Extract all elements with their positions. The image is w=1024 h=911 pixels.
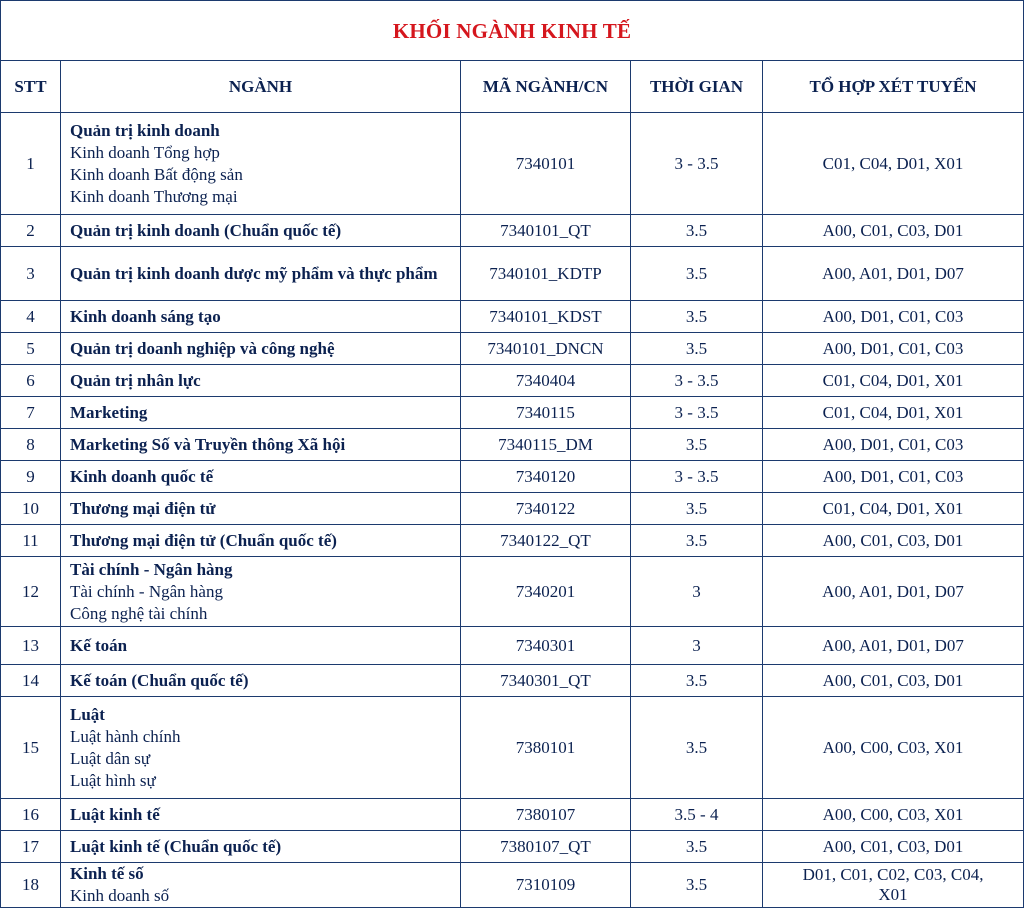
row-stt: 2 [1, 215, 61, 247]
row-major [61, 461, 461, 493]
combo-text: A00, A01, D01, D07 [822, 581, 964, 601]
row-combos [763, 397, 1024, 429]
table-row [1, 215, 1024, 247]
row-duration: 3 - 3.5 [631, 113, 763, 215]
table-row [1, 799, 1024, 831]
row-combos [763, 429, 1024, 461]
table-row [1, 697, 1024, 799]
row-major [61, 863, 461, 908]
combo-text: A00, C00, C03, X01 [822, 737, 964, 757]
row-major [61, 697, 461, 799]
row-code: 7340122 [461, 493, 631, 525]
row-code: 7310109 [461, 863, 631, 908]
major-name: Quản trị kinh doanh (Chuẩn quốc tế) [70, 220, 342, 240]
specialization-name: Luật hình sự [70, 770, 156, 790]
row-major [61, 493, 461, 525]
table-row [1, 301, 1024, 333]
row-major [61, 397, 461, 429]
row-combos [763, 301, 1024, 333]
specialization-name: Kinh doanh số [70, 886, 170, 905]
row-major [61, 799, 461, 831]
combo-text: A00, D01, C01, C03 [822, 338, 964, 358]
table-row [1, 113, 1024, 215]
combo-text: A00, A01, D01, D07 [822, 263, 964, 283]
row-stt: 8 [1, 429, 61, 461]
row-code: 7340301_QT [461, 665, 631, 697]
specialization-name: Kinh doanh Thương mại [70, 186, 238, 206]
table-row [1, 247, 1024, 301]
specialization-name: Công nghệ tài chính [70, 603, 208, 623]
table-row [1, 333, 1024, 365]
row-combos [763, 697, 1024, 799]
specialization-name: Kinh doanh Bất động sản [70, 164, 243, 184]
row-stt: 14 [1, 665, 61, 697]
row-combos [763, 525, 1024, 557]
row-combos [763, 627, 1024, 665]
row-code: 7340101_KDTP [461, 247, 631, 301]
specialization-name: Kinh doanh Tổng hợp [70, 142, 220, 162]
combo-text: A00, A01, D01, D07 [822, 635, 964, 655]
row-major [61, 429, 461, 461]
major-name: Thương mại điện tử (Chuẩn quốc tế) [70, 530, 337, 550]
combo-text: D01, C01, C02, C03, C04, X01 [802, 865, 984, 904]
title-row [1, 1, 1024, 61]
row-code: 7340301 [461, 627, 631, 665]
row-duration: 3.5 [631, 831, 763, 863]
row-code: 7340101 [461, 113, 631, 215]
row-duration: 3.5 [631, 697, 763, 799]
combo-text: A00, D01, C01, C03 [822, 434, 964, 454]
row-combos [763, 557, 1024, 627]
combo-text: C01, C04, D01, X01 [822, 498, 964, 518]
row-major [61, 301, 461, 333]
major-name: Kinh doanh quốc tế [70, 466, 214, 486]
major-name: Thương mại điện tử [70, 498, 216, 518]
row-stt: 1 [1, 113, 61, 215]
row-stt: 12 [1, 557, 61, 627]
major-name: Kế toán (Chuẩn quốc tế) [70, 670, 249, 690]
row-code: 7340101_KDST [461, 301, 631, 333]
header-code: MÃ NGÀNH/CN [461, 61, 631, 113]
row-stt: 16 [1, 799, 61, 831]
row-stt: 5 [1, 333, 61, 365]
row-stt: 4 [1, 301, 61, 333]
row-duration: 3 [631, 557, 763, 627]
row-code: 7340101_QT [461, 215, 631, 247]
table-row [1, 461, 1024, 493]
row-duration: 3 - 3.5 [631, 397, 763, 429]
row-duration: 3.5 [631, 215, 763, 247]
row-duration: 3 [631, 627, 763, 665]
row-combos [763, 831, 1024, 863]
row-code: 7380107 [461, 799, 631, 831]
major-name: Quản trị kinh doanh dược mỹ phẩm và thực phẩm [70, 263, 438, 283]
row-stt: 6 [1, 365, 61, 397]
row-code: 7340404 [461, 365, 631, 397]
row-code: 7380107_QT [461, 831, 631, 863]
row-major [61, 247, 461, 301]
row-duration: 3.5 [631, 301, 763, 333]
major-name: Kinh doanh sáng tạo [70, 306, 221, 326]
combo-text: C01, C04, D01, X01 [822, 153, 964, 173]
major-name: Marketing [70, 402, 148, 422]
row-combos [763, 113, 1024, 215]
row-duration: 3.5 [631, 493, 763, 525]
major-name: Quản trị nhân lực [70, 370, 201, 390]
combo-text: A00, D01, C01, C03 [822, 466, 964, 486]
table-row [1, 863, 1024, 908]
row-stt: 10 [1, 493, 61, 525]
major-name: Tài chính - Ngân hàng [70, 559, 233, 579]
table-row [1, 429, 1024, 461]
row-major [61, 365, 461, 397]
combo-text: A00, C01, C03, D01 [822, 530, 964, 550]
row-duration: 3.5 - 4 [631, 799, 763, 831]
major-name: Quản trị kinh doanh [70, 120, 220, 140]
row-duration: 3.5 [631, 247, 763, 301]
major-name: Luật kinh tế (Chuẩn quốc tế) [70, 836, 282, 856]
row-duration: 3.5 [631, 863, 763, 908]
table-body [1, 113, 1024, 908]
row-combos [763, 365, 1024, 397]
row-duration: 3 - 3.5 [631, 461, 763, 493]
row-major [61, 113, 461, 215]
table-row [1, 665, 1024, 697]
specialization-name: Tài chính - Ngân hàng [70, 581, 223, 601]
row-duration: 3.5 [631, 333, 763, 365]
specialization-name: Luật dân sự [70, 748, 151, 768]
combo-text: C01, C04, D01, X01 [822, 402, 964, 422]
header-row [1, 61, 1024, 113]
major-name: Kế toán [70, 635, 128, 655]
row-major [61, 525, 461, 557]
row-code: 7340122_QT [461, 525, 631, 557]
table-row [1, 831, 1024, 863]
row-code: 7340201 [461, 557, 631, 627]
table-row [1, 397, 1024, 429]
row-duration: 3 - 3.5 [631, 365, 763, 397]
row-stt: 15 [1, 697, 61, 799]
row-combos [763, 247, 1024, 301]
row-duration: 3.5 [631, 429, 763, 461]
combo-text: A00, D01, C01, C03 [822, 306, 964, 326]
major-name: Kinh tế số [70, 864, 144, 883]
row-major [61, 333, 461, 365]
row-stt: 11 [1, 525, 61, 557]
row-combos [763, 665, 1024, 697]
header-stt: STT [1, 61, 61, 113]
combo-text: A00, C01, C03, D01 [822, 220, 964, 240]
header-combos: TỔ HỢP XÉT TUYỂN [763, 61, 1024, 113]
combo-text: C01, C04, D01, X01 [822, 370, 964, 390]
major-name: Luật [70, 704, 105, 724]
combo-text: A00, C01, C03, D01 [822, 836, 964, 856]
row-combos [763, 215, 1024, 247]
row-combos [763, 461, 1024, 493]
row-stt: 13 [1, 627, 61, 665]
table-row [1, 493, 1024, 525]
table-row [1, 525, 1024, 557]
row-duration: 3.5 [631, 525, 763, 557]
combo-text: A00, C00, C03, X01 [822, 804, 964, 824]
row-major [61, 627, 461, 665]
table-row [1, 557, 1024, 627]
specialization-name: Luật hành chính [70, 726, 181, 746]
row-combos [763, 799, 1024, 831]
row-code: 7340115_DM [461, 429, 631, 461]
row-code: 7340120 [461, 461, 631, 493]
row-stt: 7 [1, 397, 61, 429]
major-name: Marketing Số và Truyền thông Xã hội [70, 434, 346, 454]
row-code: 7340101_DNCN [461, 333, 631, 365]
combo-text: A00, C01, C03, D01 [822, 670, 964, 690]
row-combos [763, 863, 1024, 908]
row-major [61, 665, 461, 697]
row-code: 7380101 [461, 697, 631, 799]
row-combos [763, 333, 1024, 365]
row-stt: 17 [1, 831, 61, 863]
major-name: Quản trị doanh nghiệp và công nghệ [70, 338, 335, 358]
table-row [1, 627, 1024, 665]
header-major: NGÀNH [61, 61, 461, 113]
row-stt: 3 [1, 247, 61, 301]
row-major [61, 557, 461, 627]
row-major [61, 215, 461, 247]
header-duration: THỜI GIAN [631, 61, 763, 113]
row-duration: 3.5 [631, 665, 763, 697]
row-code: 7340115 [461, 397, 631, 429]
row-major [61, 831, 461, 863]
table-title: KHỐI NGÀNH KINH TẾ [1, 1, 1024, 61]
table-row [1, 365, 1024, 397]
row-stt: 9 [1, 461, 61, 493]
row-combos [763, 493, 1024, 525]
major-name: Luật kinh tế [70, 804, 160, 824]
row-stt: 18 [1, 863, 61, 908]
